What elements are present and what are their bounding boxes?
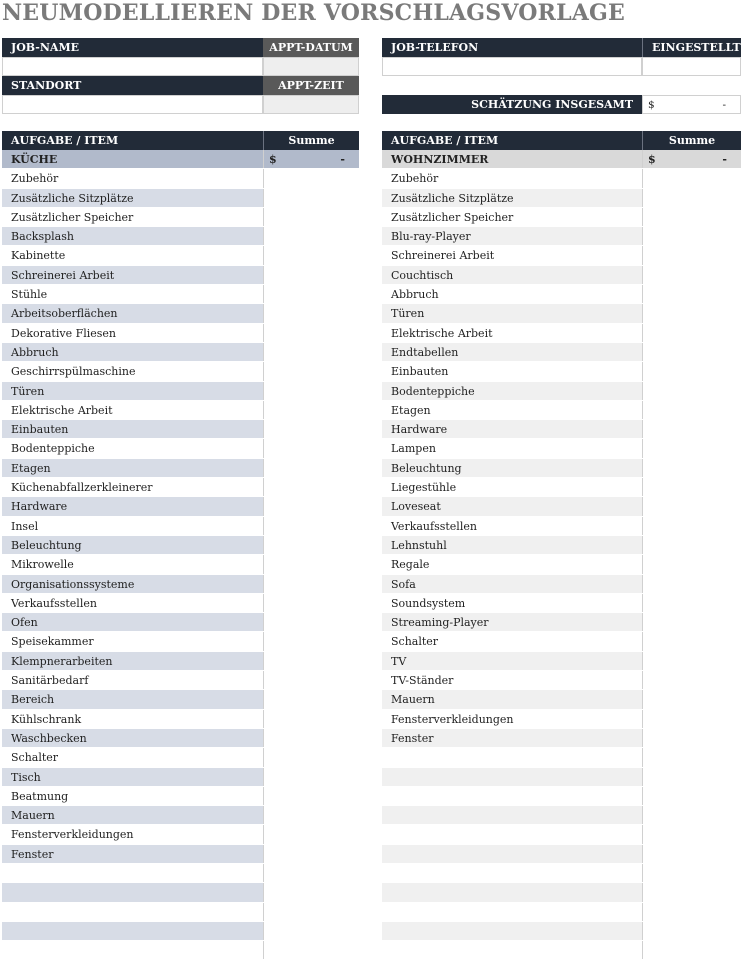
kitchen-item-sum-cell[interactable] bbox=[263, 652, 359, 670]
kitchen-item-label: Sanitärbedarf bbox=[11, 674, 89, 688]
living-item-label bbox=[382, 864, 642, 882]
living-item-row bbox=[382, 690, 741, 709]
kitchen-item-sum-cell[interactable] bbox=[263, 555, 359, 573]
kitchen-item-label: Abbruch bbox=[11, 345, 59, 359]
kitchen-item-sum-cell[interactable] bbox=[263, 401, 359, 419]
living-item-label: Zusätzlicher Speicher bbox=[391, 210, 514, 224]
living-item-label: Abbruch bbox=[391, 288, 439, 302]
living-item-label: Streaming-Player bbox=[391, 616, 489, 630]
kitchen-item-label: Kühlschrank bbox=[11, 712, 82, 726]
kitchen-item-row bbox=[2, 189, 359, 208]
kitchen-item-row bbox=[2, 478, 359, 497]
living-item-row bbox=[382, 710, 741, 729]
living-item-row bbox=[382, 555, 741, 574]
kitchen-item-row bbox=[2, 324, 359, 343]
kitchen-item-label: Bodenteppiche bbox=[11, 442, 95, 456]
kitchen-item-sum-cell[interactable] bbox=[263, 594, 359, 612]
kitchen-item-row bbox=[2, 748, 359, 767]
living-item-label: Endtabellen bbox=[391, 345, 459, 359]
living-item-label: Lehnstuhl bbox=[391, 538, 447, 552]
kitchen-item-sum-cell[interactable] bbox=[263, 806, 359, 824]
living-item-sum-cell[interactable] bbox=[642, 845, 741, 863]
appt-time-label: APPT-ZEIT bbox=[263, 76, 359, 95]
kitchen-item-label: Etagen bbox=[11, 461, 51, 475]
living-item-label: Soundsystem bbox=[391, 596, 466, 610]
kitchen-item-sum-cell[interactable] bbox=[263, 208, 359, 226]
living-item-sum-cell[interactable] bbox=[642, 382, 741, 400]
kitchen-item-label bbox=[2, 883, 263, 901]
appt-date-label: APPT-DATUM bbox=[263, 38, 359, 57]
living-item-label bbox=[382, 787, 642, 805]
living-item-row bbox=[382, 787, 741, 806]
living-item-sum-cell[interactable] bbox=[642, 246, 741, 264]
living-item-label bbox=[382, 806, 642, 824]
kitchen-item-row bbox=[2, 787, 359, 806]
living-item-label: Türen bbox=[391, 307, 425, 321]
living-item-sum-cell[interactable] bbox=[642, 883, 741, 901]
living-item-row bbox=[382, 382, 741, 401]
living-item-sum-cell[interactable] bbox=[642, 690, 741, 708]
living-item-row bbox=[382, 227, 741, 246]
kitchen-item-label: Klempnerarbeiten bbox=[11, 654, 113, 668]
living-item-sum-cell[interactable] bbox=[642, 613, 741, 631]
kitchen-item-label: Backsplash bbox=[11, 230, 74, 244]
living-item-row bbox=[382, 324, 741, 343]
living-item-label: Schalter bbox=[391, 635, 439, 649]
job-phone-label: JOB-TELEFON bbox=[382, 38, 642, 57]
living-item-label bbox=[382, 845, 642, 863]
kitchen-item-sum-cell[interactable] bbox=[263, 845, 359, 863]
kitchen-item-row bbox=[2, 806, 359, 825]
living-item-label: Beleuchtung bbox=[391, 461, 462, 475]
kitchen-item-row bbox=[2, 343, 359, 362]
kitchen-item-label: Küchenabfallzerkleinerer bbox=[11, 481, 153, 495]
kitchen-item-sum-cell[interactable] bbox=[263, 189, 359, 207]
kitchen-item-label: Tisch bbox=[11, 770, 41, 784]
kitchen-item-row bbox=[2, 382, 359, 401]
living-item-row bbox=[382, 941, 741, 960]
job-name-label: JOB-NAME bbox=[2, 38, 263, 57]
kitchen-item-label: Zubehör bbox=[11, 172, 59, 186]
living-item-row bbox=[382, 883, 741, 902]
living-item-row bbox=[382, 459, 741, 478]
living-item-sum-cell[interactable] bbox=[642, 517, 741, 535]
kitchen-item-label: Zusätzlicher Speicher bbox=[11, 210, 134, 224]
total-amount: - bbox=[722, 99, 726, 111]
living-item-row bbox=[382, 189, 741, 208]
kitchen-item-row bbox=[2, 729, 359, 748]
living-item-sum-cell[interactable] bbox=[642, 478, 741, 496]
kitchen-item-label: Elektrische Arbeit bbox=[11, 403, 113, 417]
kitchen-item-row bbox=[2, 536, 359, 555]
living-item-sum-cell[interactable] bbox=[642, 362, 741, 380]
kitchen-category-label: KÜCHE bbox=[11, 153, 58, 166]
kitchen-item-label: Verkaufsstellen bbox=[11, 596, 97, 610]
kitchen-item-sum-cell[interactable] bbox=[263, 382, 359, 400]
living-item-sum-cell[interactable] bbox=[642, 787, 741, 805]
kitchen-item-row bbox=[2, 768, 359, 787]
kitchen-sum: - bbox=[340, 153, 345, 166]
living-item-sum-cell[interactable] bbox=[642, 401, 741, 419]
living-item-sum-cell[interactable] bbox=[642, 459, 741, 477]
living-item-row bbox=[382, 536, 741, 555]
kitchen-col-sum: Summe bbox=[263, 131, 359, 150]
living-item-sum-cell[interactable] bbox=[642, 266, 741, 284]
living-item-row bbox=[382, 922, 741, 941]
kitchen-item-label bbox=[2, 922, 263, 940]
living-item-row bbox=[382, 246, 741, 265]
living-item-sum-cell[interactable] bbox=[642, 536, 741, 554]
kitchen-item-row bbox=[2, 825, 359, 844]
living-item-sum-cell[interactable] bbox=[642, 555, 741, 573]
kitchen-item-row bbox=[2, 652, 359, 671]
living-item-label: Sofa bbox=[391, 577, 416, 591]
living-item-row bbox=[382, 497, 741, 516]
kitchen-item-row bbox=[2, 497, 359, 516]
living-item-label: Verkaufsstellen bbox=[391, 519, 477, 533]
living-item-label: Mauern bbox=[391, 693, 435, 707]
living-item-sum-cell[interactable] bbox=[642, 710, 741, 728]
kitchen-item-sum-cell[interactable] bbox=[263, 439, 359, 457]
kitchen-item-sum-cell[interactable] bbox=[263, 710, 359, 728]
kitchen-item-label bbox=[2, 941, 263, 959]
kitchen-item-row bbox=[2, 169, 359, 188]
kitchen-item-label bbox=[2, 864, 263, 882]
kitchen-item-row bbox=[2, 246, 359, 265]
living-item-label: Hardware bbox=[391, 423, 448, 437]
kitchen-item-sum-cell[interactable] bbox=[263, 420, 359, 438]
kitchen-item-label: Insel bbox=[11, 519, 39, 533]
kitchen-item-row bbox=[2, 671, 359, 690]
living-sum: - bbox=[722, 153, 727, 166]
living-item-sum-cell[interactable] bbox=[642, 343, 741, 361]
kitchen-item-row bbox=[2, 285, 359, 304]
living-item-label: Einbauten bbox=[391, 365, 449, 379]
living-item-sum-cell[interactable] bbox=[642, 864, 741, 882]
kitchen-item-sum-cell[interactable] bbox=[263, 517, 359, 535]
kitchen-item-label bbox=[2, 903, 263, 921]
living-item-row bbox=[382, 903, 741, 922]
kitchen-currency: $ bbox=[269, 153, 277, 166]
kitchen-item-row bbox=[2, 845, 359, 864]
living-item-row bbox=[382, 266, 741, 285]
living-item-sum-cell[interactable] bbox=[642, 632, 741, 650]
kitchen-item-label: Fenster bbox=[11, 847, 54, 861]
kitchen-item-row bbox=[2, 517, 359, 536]
living-item-row bbox=[382, 304, 741, 323]
kitchen-item-sum-cell[interactable] bbox=[263, 266, 359, 284]
kitchen-item-sum-cell[interactable] bbox=[263, 362, 359, 380]
kitchen-item-sum-cell[interactable] bbox=[263, 478, 359, 496]
kitchen-item-label: Einbauten bbox=[11, 423, 69, 437]
kitchen-item-label: Stühle bbox=[11, 288, 48, 302]
living-item-label: Zusätzliche Sitzplätze bbox=[391, 191, 514, 205]
kitchen-item-sum-cell[interactable] bbox=[263, 613, 359, 631]
living-item-sum-cell[interactable] bbox=[642, 594, 741, 612]
living-item-sum-cell[interactable] bbox=[642, 208, 741, 226]
living-item-label bbox=[382, 883, 642, 901]
living-item-label bbox=[382, 825, 642, 843]
living-item-row bbox=[382, 575, 741, 594]
kitchen-item-sum-cell[interactable] bbox=[263, 575, 359, 593]
kitchen-item-row bbox=[2, 883, 359, 902]
kitchen-item-row bbox=[2, 575, 359, 594]
kitchen-item-label: Türen bbox=[11, 384, 45, 398]
kitchen-item-sum-cell[interactable] bbox=[263, 632, 359, 650]
living-item-sum-cell[interactable] bbox=[642, 806, 741, 824]
kitchen-item-label: Organisationssysteme bbox=[11, 577, 135, 591]
living-item-row bbox=[382, 285, 741, 304]
living-item-sum-cell[interactable] bbox=[642, 903, 741, 921]
kitchen-item-row bbox=[2, 864, 359, 883]
kitchen-item-sum-cell[interactable] bbox=[263, 690, 359, 708]
location-field[interactable] bbox=[2, 95, 263, 114]
kitchen-item-sum-cell[interactable] bbox=[263, 459, 359, 477]
living-item-row bbox=[382, 748, 741, 767]
kitchen-item-row bbox=[2, 555, 359, 574]
job-name-field[interactable] bbox=[2, 57, 263, 76]
kitchen-item-sum-cell[interactable] bbox=[263, 246, 359, 264]
kitchen-item-label: Arbeitsoberflächen bbox=[11, 307, 118, 321]
kitchen-item-row bbox=[2, 690, 359, 709]
living-item-label: Loveseat bbox=[391, 500, 441, 514]
living-item-sum-cell[interactable] bbox=[642, 729, 741, 747]
living-item-row bbox=[382, 864, 741, 883]
total-estimate-label: SCHÄTZUNG INSGESAMT bbox=[382, 95, 642, 114]
living-currency: $ bbox=[648, 153, 656, 166]
living-item-row bbox=[382, 420, 741, 439]
kitchen-item-sum-cell[interactable] bbox=[263, 497, 359, 515]
kitchen-item-label: Schreinerei Arbeit bbox=[11, 268, 115, 282]
kitchen-item-row bbox=[2, 304, 359, 323]
living-item-row bbox=[382, 671, 741, 690]
kitchen-item-row bbox=[2, 439, 359, 458]
page-title: NEUMODELLIEREN DER VORSCHLAGSVORLAGE bbox=[2, 0, 625, 26]
kitchen-item-label: Mikrowelle bbox=[11, 558, 74, 572]
living-room-table bbox=[382, 131, 741, 960]
living-item-label: Liegestühle bbox=[391, 481, 457, 495]
living-item-row bbox=[382, 208, 741, 227]
kitchen-item-sum-cell[interactable] bbox=[263, 671, 359, 689]
kitchen-item-row bbox=[2, 227, 359, 246]
living-item-sum-cell[interactable] bbox=[642, 671, 741, 689]
kitchen-item-label: Bereich bbox=[11, 693, 55, 707]
kitchen-item-label: Mauern bbox=[11, 809, 55, 823]
living-item-row bbox=[382, 401, 741, 420]
set-by-label: EINGESTELLT V bbox=[642, 38, 741, 57]
living-item-label: Couchtisch bbox=[391, 268, 454, 282]
kitchen-item-row bbox=[2, 613, 359, 632]
living-item-label: Lampen bbox=[391, 442, 436, 456]
kitchen-item-row bbox=[2, 922, 359, 941]
kitchen-item-label: Ofen bbox=[11, 616, 38, 630]
total-currency: $ bbox=[648, 99, 655, 111]
living-category-sum bbox=[642, 150, 741, 168]
kitchen-item-label: Beleuchtung bbox=[11, 538, 82, 552]
kitchen-item-label: Zusätzliche Sitzplätze bbox=[11, 191, 134, 205]
kitchen-item-sum-cell[interactable] bbox=[263, 922, 359, 940]
kitchen-item-label: Waschbecken bbox=[11, 731, 87, 745]
living-item-label: Blu-ray-Player bbox=[391, 230, 471, 244]
living-item-sum-cell[interactable] bbox=[642, 497, 741, 515]
living-item-label: Elektrische Arbeit bbox=[391, 326, 493, 340]
kitchen-item-label: Speisekammer bbox=[11, 635, 94, 649]
living-item-sum-cell[interactable] bbox=[642, 825, 741, 843]
kitchen-item-label: Beatmung bbox=[11, 789, 69, 803]
living-item-row bbox=[382, 439, 741, 458]
kitchen-item-sum-cell[interactable] bbox=[263, 536, 359, 554]
living-item-row bbox=[382, 825, 741, 844]
kitchen-item-row bbox=[2, 632, 359, 651]
kitchen-item-sum-cell[interactable] bbox=[263, 825, 359, 843]
kitchen-item-sum-cell[interactable] bbox=[263, 729, 359, 747]
living-item-label bbox=[382, 768, 642, 786]
living-item-row bbox=[382, 613, 741, 632]
living-item-row bbox=[382, 594, 741, 613]
kitchen-table bbox=[2, 131, 359, 960]
living-item-sum-cell[interactable] bbox=[642, 189, 741, 207]
kitchen-item-row bbox=[2, 941, 359, 960]
living-item-sum-cell[interactable] bbox=[642, 227, 741, 245]
living-item-sum-cell[interactable] bbox=[642, 304, 741, 322]
living-item-sum-cell[interactable] bbox=[642, 285, 741, 303]
living-item-sum-cell[interactable] bbox=[642, 324, 741, 342]
kitchen-item-sum-cell[interactable] bbox=[263, 324, 359, 342]
kitchen-item-row bbox=[2, 208, 359, 227]
living-col-item: AUFGABE / ITEM bbox=[391, 134, 499, 147]
living-item-sum-cell[interactable] bbox=[642, 169, 741, 187]
living-category-label: WOHNZIMMER bbox=[391, 153, 489, 166]
living-col-sum: Summe bbox=[642, 131, 741, 150]
kitchen-item-sum-cell[interactable] bbox=[263, 768, 359, 786]
kitchen-item-sum-cell[interactable] bbox=[263, 285, 359, 303]
kitchen-item-row bbox=[2, 459, 359, 478]
living-item-sum-cell[interactable] bbox=[642, 439, 741, 457]
kitchen-item-label: Geschirrspülmaschine bbox=[11, 365, 136, 379]
living-item-label: Bodenteppiche bbox=[391, 384, 475, 398]
kitchen-item-row bbox=[2, 362, 359, 381]
living-item-label bbox=[382, 748, 642, 766]
kitchen-item-sum-cell[interactable] bbox=[263, 304, 359, 322]
location-label: STANDORT bbox=[2, 76, 263, 95]
kitchen-category-row bbox=[2, 150, 359, 169]
living-item-label bbox=[382, 922, 642, 940]
kitchen-item-label: Dekorative Fliesen bbox=[11, 326, 117, 340]
living-item-sum-cell[interactable] bbox=[642, 420, 741, 438]
living-item-label: Fensterverkleidungen bbox=[391, 712, 514, 726]
kitchen-item-sum-cell[interactable] bbox=[263, 748, 359, 766]
kitchen-item-label: Schalter bbox=[11, 751, 59, 765]
kitchen-item-row bbox=[2, 903, 359, 922]
living-item-row bbox=[382, 517, 741, 536]
living-item-label: Etagen bbox=[391, 403, 431, 417]
living-item-row bbox=[382, 169, 741, 188]
living-item-label bbox=[382, 941, 642, 959]
living-item-sum-cell[interactable] bbox=[642, 748, 741, 766]
living-item-row bbox=[382, 652, 741, 671]
living-item-sum-cell[interactable] bbox=[642, 922, 741, 940]
kitchen-item-row bbox=[2, 420, 359, 439]
kitchen-item-label: Hardware bbox=[11, 500, 68, 514]
kitchen-item-row bbox=[2, 266, 359, 285]
living-item-row bbox=[382, 729, 741, 748]
kitchen-item-row bbox=[2, 710, 359, 729]
living-item-label: TV bbox=[391, 654, 407, 668]
living-item-sum-cell[interactable] bbox=[642, 941, 741, 959]
living-category-row bbox=[382, 150, 741, 169]
kitchen-item-label: Fensterverkleidungen bbox=[11, 828, 134, 842]
living-item-label: Schreinerei Arbeit bbox=[391, 249, 495, 263]
living-item-sum-cell[interactable] bbox=[642, 768, 741, 786]
kitchen-table-header bbox=[2, 131, 359, 150]
kitchen-item-row bbox=[2, 401, 359, 420]
kitchen-item-sum-cell[interactable] bbox=[263, 883, 359, 901]
total-estimate-value bbox=[642, 95, 741, 114]
living-item-label: Regale bbox=[391, 558, 430, 572]
kitchen-item-sum-cell[interactable] bbox=[263, 787, 359, 805]
living-item-row bbox=[382, 806, 741, 825]
living-item-row bbox=[382, 478, 741, 497]
living-item-row bbox=[382, 845, 741, 864]
living-item-sum-cell[interactable] bbox=[642, 575, 741, 593]
kitchen-item-sum-cell[interactable] bbox=[263, 169, 359, 187]
kitchen-item-sum-cell[interactable] bbox=[263, 343, 359, 361]
kitchen-item-row bbox=[2, 594, 359, 613]
living-item-row bbox=[382, 343, 741, 362]
kitchen-item-sum-cell[interactable] bbox=[263, 227, 359, 245]
kitchen-item-sum-cell[interactable] bbox=[263, 864, 359, 882]
kitchen-category-sum bbox=[263, 150, 359, 168]
job-phone-field[interactable] bbox=[382, 57, 642, 76]
kitchen-item-label: Kabinette bbox=[11, 249, 66, 263]
living-item-label: Fenster bbox=[391, 731, 434, 745]
kitchen-item-sum-cell[interactable] bbox=[263, 903, 359, 921]
living-item-row bbox=[382, 632, 741, 651]
living-item-row bbox=[382, 362, 741, 381]
living-item-row bbox=[382, 768, 741, 787]
appt-date-field[interactable] bbox=[263, 57, 359, 76]
living-item-label: TV-Ständer bbox=[391, 674, 454, 688]
kitchen-col-item: AUFGABE / ITEM bbox=[11, 134, 119, 147]
living-item-label: Zubehör bbox=[391, 172, 439, 186]
kitchen-item-sum-cell[interactable] bbox=[263, 941, 359, 959]
living-item-sum-cell[interactable] bbox=[642, 652, 741, 670]
appt-time-field[interactable] bbox=[263, 95, 359, 114]
living-item-label bbox=[382, 903, 642, 921]
living-table-header bbox=[382, 131, 741, 150]
set-by-field[interactable] bbox=[642, 57, 741, 76]
